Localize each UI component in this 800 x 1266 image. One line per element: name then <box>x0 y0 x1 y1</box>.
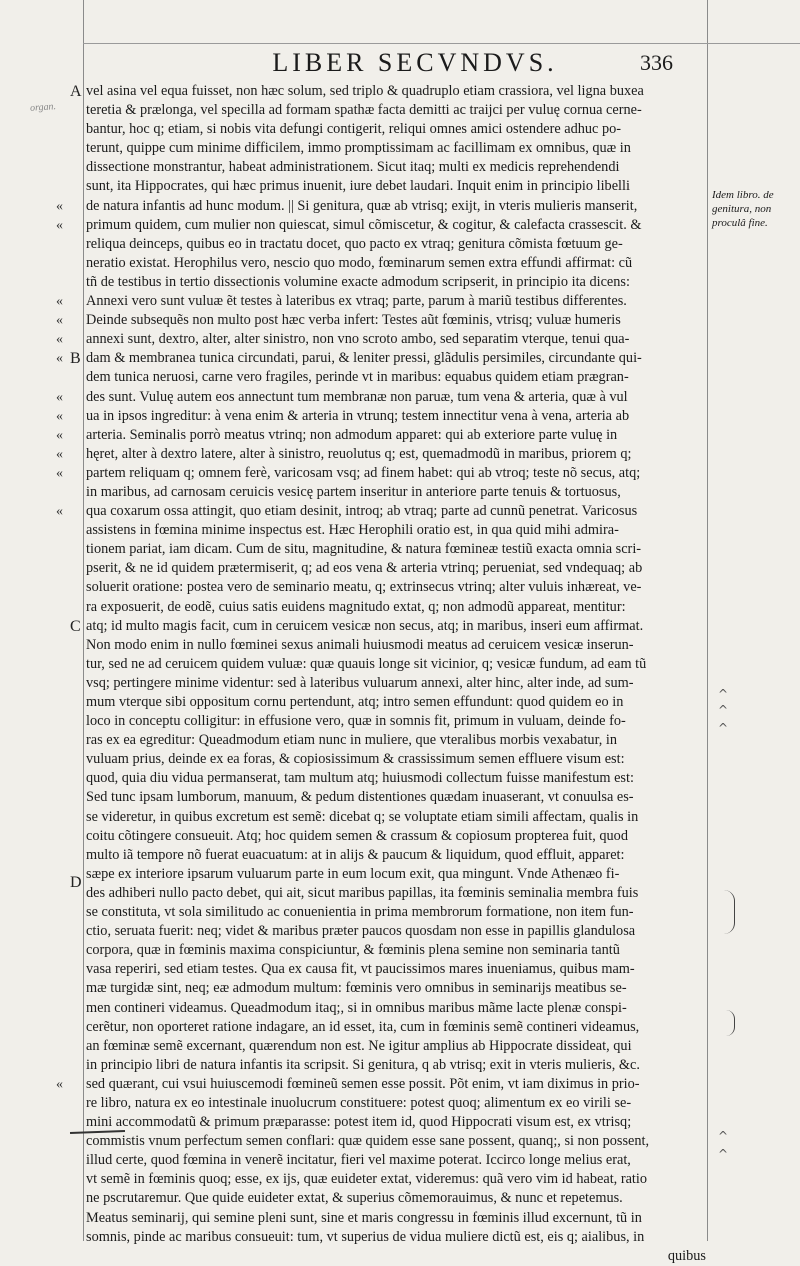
text-line: pserit, & ne id quidem prætermiserit, q; ad eos vena & arteria vtrinq; perueniat, sed vndequaq; ab <box>86 560 643 577</box>
text-line: annexi sunt, dextro, alter, alter sinistro, non vno scroto ambo, sed separatim vterque, tenui qua- <box>86 331 630 348</box>
left-margin-rule <box>83 0 84 1241</box>
quotation-mark: « <box>56 466 63 481</box>
text-line: terunt, quippe cum minime difficilem, immo promptissimam ac facillimam ex omnibus, quæ in <box>86 140 631 157</box>
text-line: partem reliquam q; omnem ferè, varicosam vsq; ad finem habet: qui ab vtroq; teste nõ secus, atq; <box>86 464 641 481</box>
quotation-mark: « <box>56 504 63 520</box>
text-line: des sunt. Vuluę autem eos annectunt tum membranæ non paruæ, tum vena & arteria, quæ à vul <box>86 388 628 405</box>
text-line: primum quidem, cum mulier non quiescat, simul cõmiscetur, & cogitur, & calefacta crassescit. & <box>86 216 642 233</box>
text-line: dissectione monstrantur, habeat administrationem. Sicut itaq; multi ex medicis reprehendendi <box>86 159 620 176</box>
section-letter-d: D <box>70 874 82 891</box>
text-line: se constituta, vt sola similitudo ac conuenientia in prima membrorum formatione, non item fun- <box>86 904 634 921</box>
pencil-caret-mark: ^ <box>718 1129 729 1143</box>
text-line: vel asina vel equa fuisset, non hæc solum, sed triplo & quadruplo etiam crassiora, vel ligna buxea <box>86 83 644 99</box>
section-letter-b: B <box>70 350 81 367</box>
text-line: sæpe ex interiore ipsarum vuluarum parte in eum locum exit, qua mingunt. Vnde Athenæo fi- <box>86 865 620 882</box>
pencil-caret-mark: ^ <box>718 687 729 701</box>
text-line: quod, quia diu vidua permanserat, tam multum atq; huiusmodi collectum fuisse manifestum est: <box>86 770 634 787</box>
text-line: de natura infantis ad hunc modum. || Si genitura, quæ ab vtrisq; exijt, in vteris mulieris manserit, <box>86 197 638 214</box>
text-line: an fœminæ semẽ excernant, quærendum non est. Ne igitur amplius ab Hippocrate dissideat, qui <box>86 1037 632 1054</box>
text-line: ras ex ea egreditur: Queadmodum etiam nunc in muliere, que vteralibus morbis vexabatur, in <box>86 732 618 749</box>
text-line: ra exposuerit, de eodẽ, cuius satis euidens magnitudo extat, q; non admodũ appareat, mentitur: <box>86 598 626 615</box>
quotation-mark: « <box>56 351 63 367</box>
text-line: reliqua deinceps, quibus eo in tractatu docet, quo pacto ex vtraq; genitura cõmista fœtuum ge- <box>86 235 623 252</box>
text-line: Non modo enim in nullo fœminei sexus animali huiusmodi meatus ad ceruicem vesicæ inserun- <box>86 636 634 653</box>
text-line: tur, sed ne ad ceruicem quidem vuluæ: quæ quauis longe sit vicinior, q; vesicæ fundum, ad eam tũ <box>86 655 647 672</box>
text-line: cerẽtur, non oporteret ratione indagare, an id esset, ita, cum in fœminis semẽ contineri videamus, <box>86 1018 640 1035</box>
text-line: ne pscrutaremur. Que quide euideter extat, & superius cõmemorauimus, & nunc et repetemus. <box>86 1190 623 1207</box>
text-line: Deinde subsequẽs non multo post hæc verba infert: Testes aũt fœminis, vtrisq; vuluæ humeris <box>86 312 621 329</box>
text-line: in maribus, ad carnosam ceruicis vesicę partem inseritur in anteriore parte tenuis & tortuosus, <box>86 483 621 500</box>
marginal-reference-line: genitura, non <box>712 203 772 215</box>
marginal-reference <box>712 188 798 230</box>
text-line: vsq; pertingere minime videntur: sed à lateribus vuluarum annexi, alter hinc, alter inde, ad sum- <box>86 674 634 691</box>
text-line: vt semẽ in fœminis quoq; esse, ex ijs, quæ euideter extat, videremus: quã vero vim id habeat, ratio <box>86 1171 648 1188</box>
text-line: somnis, pinde ac maribus consueuit: tum, vt superius de vidua muliere dictũ est, eis q; aialibus, in <box>86 1228 645 1245</box>
quotation-mark: « <box>56 1077 63 1093</box>
text-line: des adhiberi nullo pacto debet, qui ait, sicut maribus papillas, ita fœminis seminalia membra fuis <box>86 884 639 901</box>
quotation-mark: « <box>56 313 63 329</box>
quotation-mark: « <box>56 332 63 348</box>
text-line: soluerit oratione: postea vero de seminario meatu, q; extrinsecus vtrinq; alter vuluis inhæreat, ve- <box>86 579 642 596</box>
text-line: multo iã tempore nõ fuerat euacuatum: at in alijs & paucum & liquidum, quod effluit, apparet: <box>86 846 625 863</box>
right-margin-rule <box>707 0 708 1241</box>
text-line: illud certe, quod fœmina in venerẽ incitatur, fieri vel maxime poterat. Iccirco longe melius erat, <box>86 1152 631 1169</box>
text-line: corpora, quæ in fœminis maxima conspiciuntur, & fœminis plena semine non seminaria tantũ <box>86 942 620 959</box>
text-line: bantur, hoc q; etiam, si nobis vita defungi contigerit, reliqui omnes amici ostendere adhuc po- <box>86 121 622 138</box>
text-line: dem tunica neruosi, carne vero fragiles, perinde vt in maribus: equabus quidem etiam prægran- <box>86 369 629 386</box>
text-line: ctio, seruata fuerit: neq; videt & maribus præter paucos quosdam non esse in papillis glandulosa <box>86 923 636 940</box>
section-letter-c: C <box>70 618 81 635</box>
text-line: coitu cõtingere consueuit. Atq; hoc quidem semen & crassum & copiosum propterea fuit, quod <box>86 827 628 844</box>
text-line: Annexi vero sunt vuluæ ẽt testes à lateribus ex vtraq; parte, parum à mariũ testibus differentes. <box>86 293 627 310</box>
quotation-mark: « <box>56 294 63 310</box>
quotation-mark: « <box>56 198 63 214</box>
text-line: loco in conceptu colligitur: in effusione vero, quæ in somnis fit, primum in vuluam, deinde fo- <box>86 713 626 730</box>
text-line: hęret, alter à dextro latere, alter à sinistro, reuolutus q; est, quemadmodũ in maribus, priorem q; <box>86 445 632 462</box>
text-line: in principio libri de natura infantis ita scripsit. Si genitura, q ab vtrisq; exit in vteris mulieris, &c. <box>86 1056 640 1073</box>
pencil-caret-mark: ^ <box>718 721 729 735</box>
marginal-reference-line: Idem libro. de <box>712 189 774 201</box>
text-line: mum vterque sibi oppositum cornu pertendunt, atq; intro semen effundunt: quod quidem eo in <box>86 694 624 710</box>
text-line: ua in ipsos ingreditur: à vena enim & arteria in vtrunq; testem innectitur vena à vena, arteria ab <box>86 407 630 424</box>
text-line: tionem pariat, iam dicam. Cum de situ, magnitudine, & natura fœmineæ testiũ exacta omnia scri- <box>86 541 642 558</box>
quotation-mark: « <box>56 217 63 233</box>
quotation-mark: « <box>56 446 63 462</box>
handwritten-margin-note: organ. <box>29 101 57 114</box>
page-number: 336 <box>640 50 673 75</box>
text-line: atq; id multo magis facit, cum in ceruicem vesicæ non secus, atq; in maribus, inseri eum affirmat. <box>86 617 644 634</box>
text-line: mini accommodatũ & primum præparasse: potest item id, quod Hippocrati visum est, ex vtrisq; <box>86 1114 632 1131</box>
header-rule <box>83 43 800 44</box>
text-line: qua coxarum ossa attingit, quo etiam desinit, introq; ab vtraq; parte ad cunnũ penetrat. Varicosus <box>86 503 638 520</box>
text-line: re libro, natura ex eo intestinale inuolucrum constituere: potest quoq; alimentum ex eo virili se- <box>86 1094 632 1111</box>
text-line: dam & membranea tunica circundati, parui, & leniter pressi, glãdulis persimiles, circundante qui- <box>86 350 642 367</box>
marginal-reference-line: proculâ fine. <box>712 217 768 229</box>
text-line: assistens in fœmina minime inspectus est. Hæc Herophili oratio est, in qua quid mihi admira- <box>86 522 619 539</box>
text-line: arteria. Seminalis porrò meatus vtrinq; non admodum apparet: qui ab exteriore parte vuluę in <box>86 426 618 443</box>
text-line: Meatus seminarij, qui semine pleni sunt, sine et maris congressu in fœminis illud excernunt, tũ in <box>86 1209 642 1226</box>
text-line: vuluam prius, deinde ex ea foras, & copiosissimum & crassissimum semen effluere visum est: <box>86 751 625 768</box>
text-line: sed quærant, cui vsui huiuscemodi fœmineũ semen esse possit. Põt enim, vt iam diximus in prio- <box>86 1075 640 1092</box>
text-line: sunt, ita Hippocrates, qui hæc primus inuenit, iure debet laudari. Inquit enim in principio libelli <box>86 178 630 195</box>
ink-bracket <box>724 890 735 934</box>
pencil-caret-mark: ^ <box>718 1147 729 1161</box>
text-line: quibus <box>667 1247 706 1264</box>
text-line: teretia & prælonga, vel specilla ad formam spathæ facta demitti ac traijci per vuluę cornua cerne- <box>86 102 642 119</box>
text-line: men contineri videamus. Queadmodum itaq;, si in omnibus maribus mãme lacte plenæ conspi- <box>86 999 627 1016</box>
quotation-mark: « <box>56 408 63 424</box>
text-line: neratio existat. Herophilus vero, nescio quo modo, fœminarum semen extra effundi affirmat: cũ <box>86 254 633 271</box>
text-line: Sed tunc ipsam lumborum, manuum, & pedum distentiones quædam inuaserant, vt conuulsa es- <box>86 789 634 806</box>
running-title: LIBER SECVNDVS. <box>272 48 558 77</box>
text-line: tñ de testibus in tertio dissectionis volumine exacte admodum scripserit, in principio ita dicens: <box>86 273 630 290</box>
body-text <box>86 82 706 1266</box>
text-line: commistis vnum perfectum semen conflari: quæ quidem esse sane possent, quanq;, si non possent, <box>86 1133 650 1150</box>
quotation-mark: « <box>56 427 63 443</box>
text-line: mæ turgidæ sint, neq; eæ admodum multum: fœminis vero omnibus in seminarijs meatibus se- <box>86 980 627 997</box>
section-letter-a: A <box>70 83 82 100</box>
text-line: se videretur, in quibus excretum est semẽ: dicebat q; se voluptate etiam simili affectam, qualis in <box>86 808 639 825</box>
quotation-mark: « <box>56 389 63 405</box>
text-line: vasa reperiri, sed etiam testes. Qua ex causa fit, vt paucissimos mares inueniamus, quibus mam- <box>86 961 635 978</box>
pencil-caret-mark: ^ <box>718 703 729 717</box>
pencil-bracket <box>726 1010 735 1036</box>
